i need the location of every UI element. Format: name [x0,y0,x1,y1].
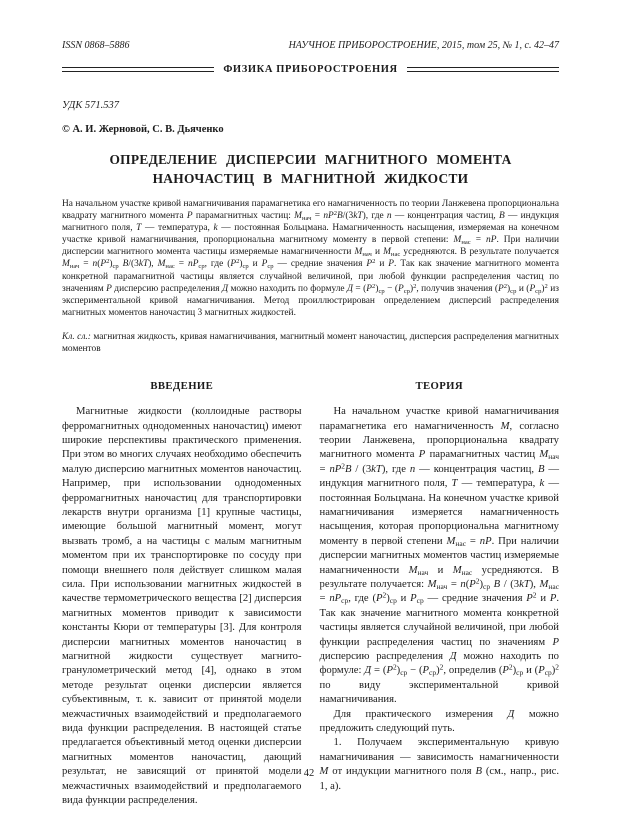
column-right [320,380,560,808]
abstract-text: На начальном участке кривой намагничивания парамагнетика его намагниченность по теории Ланжевена пропорциональна квадрату магнитного момента P парамагнитных частиц: $M_{нач} = nP^2B/(3kT)$, где n — концентрация частиц, B — индукция магнитного поля, T — температура, k — постоянная Больцмана. Намагниченность насыщения, измеряемая на конечном участке кривой намагничивания, пропорциональна магнитному моменту в первой степени: $M_{нас}$ = nP. При наличии дисперсии магнитного момента частицы измеряемые намагниченности $M_{нач}$ и $M_{нас}$ усредняются. В результате получается $M_{нач} = n(P^2)_{ср}$ B/(3kT), $M_{нас} = nP_{ср}$, где $(P^2)_{ср}$ и $P_{ср}$ — средние значения $P^2$ и P. Так как значение магнитного момента конкретной парамагнитной частицы является случайной величиной, при любой функции распределения частиц по значениям P дисперсию распределения Д можно находить по формуле $Д = (P^2)_{ср} - (P_{ср})^2$, получив значения $(P^2)_{ср}$ и $(P_{ср})^2$ из экспериментальной кривой намагничивания. Метод проиллюстрирован определением дисперсий распределения магнитных моментов наночастиц 3 магнитных жидкостей. [62,199,560,318]
theory-paragraph-3: 1. Получаем экспериментальную кривую намагничивания — зависимость намагниченности M от индукции магнитного поля B (см., напр., рис. 1, а). [319,737,559,792]
article-title-line2: НАНОЧАСТИЦ В МАГНИТНОЙ ЖИДКОСТИ [152,171,469,186]
udc-label: УДК 571.537 [62,100,120,111]
page-number: 42 [303,768,315,779]
journal-reference: НАУЧНОЕ ПРИБОРОСТРОЕНИЕ, 2015, том 25, № 1, c. 42–47 [288,40,559,51]
section-banner [62,64,559,75]
keywords-line [62,331,559,355]
theory-heading: ТЕОРИЯ [415,380,464,393]
keywords-label: Кл. сл.: [62,331,91,342]
intro-heading: ВВЕДЕНИЕ [150,380,214,393]
section-banner-label: ФИЗИКА ПРИБОРОСТРОЕНИЯ [223,64,398,75]
running-head [62,40,559,51]
column-left [62,380,302,808]
two-column-body [62,380,559,808]
theory-paragraph-1: На начальном участке кривой намагничивания парамагнетика его намагниченность M, согласно теории Ланжевена, пропорциональна квадрату магнитного момента P парамагнитных частиц $M_{нач} = nP^2B / (3kT)$, где n — концентрация частиц, B — индукция магнитного поля, T — температура, k — постоянная Больцмана. На конечном участке кривой намагничивания измеряется намагниченность насыщения, которая пропорциональна магнитному моменту в первой степени $M_{нас}$ = nP. При наличии дисперсии магнитных моментов частиц измеряемые намагниченности $M_{нач}$ и $M_{нас}$ усредняются. В результате получается: $M_{нач} = n(P^2)_{ср}$ B / (3kT), $M_{нас} = nP_{ср}$, где $(P^2)_{ср}$ и $P_{ср}$ — средние значения $P^2$ и P. Так как значение магнитного момента конкретной частицы является случайной величиной, при любой функции распределения частиц по значениям P дисперсию распределения Д можно находить по формуле: $Д = (P^2)_{ср} - (P_{ср})^2$, определив $(P^2)_{ср}$ и $(P_{ср})^2$ по виду экспериментальной кривой намагничивания. [319,406,560,706]
authors-line: © А. И. Жерновой, С. В. Дьяченко [62,124,224,135]
issn-label: ISSN 0868–5886 [62,40,130,51]
intro-paragraph: Магнитные жидкости (коллоидные растворы ферромагнитных однодоменных наночастиц) имеют широкие перспективы практического применения. При этом во многих случаях необходимо обеспечить малую дисперсию магнитных моментов наночастиц. Например, при использовании однодоменных ферромагнитных наночастиц для транспортировки лекарств внутри организма [1] крупные частицы, имеющие большой магнитный момент, могут вызвать тромб, а на частицы с малым магнитным моментом при их транспортировке по сосуду при помощи внешнего поля действует слишком малая сила. При использовании магнитных жидкостей в качестве термометрического вещества [2] дисперсия магнитных моментов приводит к зависимости константы Кюри от температуры [3]. Для контроля дисперсии магнитных моментов наночастиц в магнитной жидкости существует магнито-гранулометрический метод [4], однако в этом методе результат оценки дисперсии является субъективным, т. к. зависит от принятой модели межчастичных взаимодействий и предполагаемого вида функции распределения. В настоящей статье предлагается объективный метод оценки дисперсии магнитных моментов наночастиц, дающий результат, не зависящий от принятой модели межчастичных взаимодействий и предполагаемого вида функции распределения. [62,406,302,807]
theory-paragraph-2: Для практического измерения Д можно предложить следующий путь. [319,708,559,735]
keywords-text: магнитная жидкость, кривая намагничивания, магнитный момент наночастиц, дисперсия распределения магнитных моментов [62,331,560,355]
article-title-line1: ОПРЕДЕЛЕНИЕ ДИСПЕРСИИ МАГНИТНОГО МОМЕНТА [109,152,512,167]
banner-rule-right [407,67,559,72]
banner-rule-left [62,67,214,72]
article-title [62,150,559,188]
